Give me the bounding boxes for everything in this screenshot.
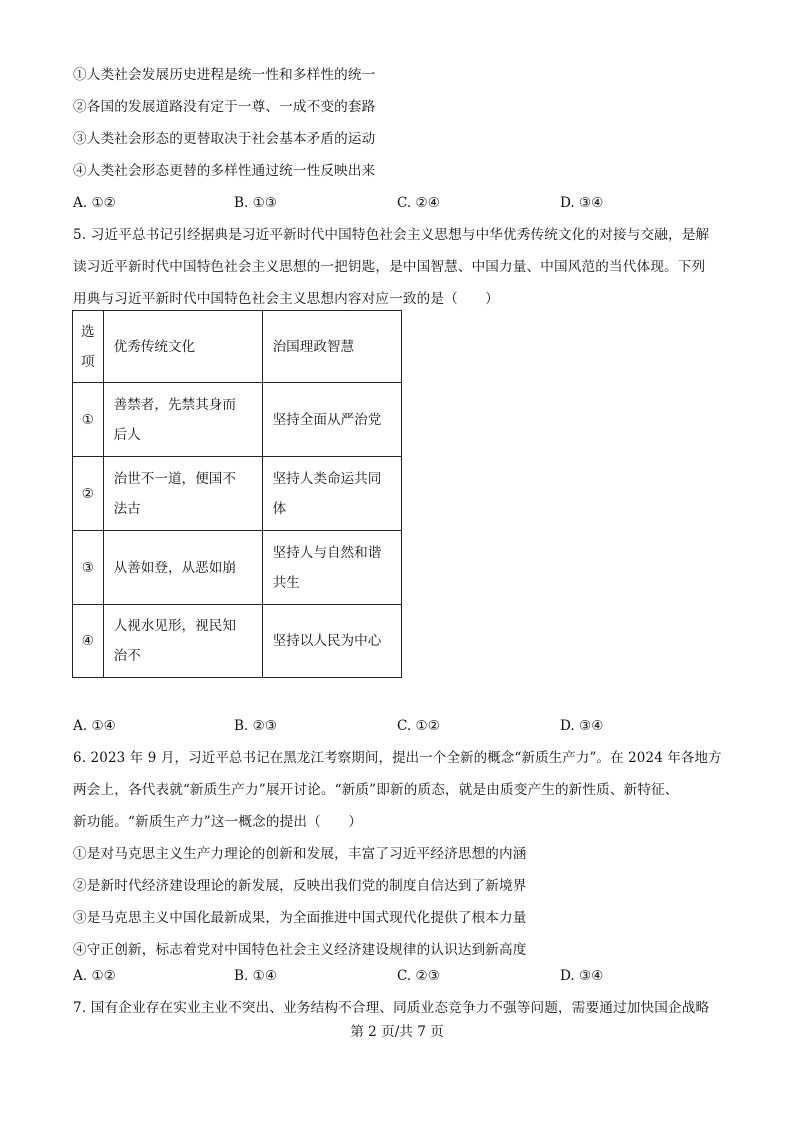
table-row bbox=[73, 531, 402, 605]
q5-option-a: A. ①④ bbox=[73, 718, 116, 734]
q4-statement-2: ②各国的发展道路没有定于一尊、一成不变的套路 bbox=[73, 99, 376, 115]
q4-statement-4: ④人类社会形态更替的多样性通过统一性反映出来 bbox=[73, 163, 376, 179]
row-culture-line: 治不 bbox=[113, 648, 141, 664]
row-culture-line: 人视水见形，视民知 bbox=[113, 618, 236, 634]
table-header-row bbox=[73, 311, 402, 383]
q6-option-d: D. ③④ bbox=[560, 968, 604, 984]
page-number: 第 2 页/共 7 页 bbox=[350, 1024, 444, 1040]
q5-options bbox=[73, 717, 733, 735]
q6-statement-2: ②是新时代经济建设理论的新发展，反映出我们党的制度自信达到了新境界 bbox=[73, 878, 527, 894]
row-wisdom bbox=[262, 383, 401, 457]
header-culture-text: 优秀传统文化 bbox=[113, 338, 196, 355]
row-culture-line: 法古 bbox=[113, 500, 141, 517]
row-marker: ① bbox=[73, 383, 104, 457]
row-culture bbox=[103, 605, 262, 678]
header-wisdom-text: 治国理政智慧 bbox=[272, 338, 355, 355]
row-culture-line: 治世不一道，便国不 bbox=[113, 470, 236, 487]
table-row bbox=[73, 605, 402, 678]
row-culture-line: 从善如登，从恶如崩 bbox=[113, 559, 236, 576]
row-culture bbox=[103, 531, 262, 605]
q4-option-c: C. ②④ bbox=[397, 195, 440, 211]
row-marker: ③ bbox=[73, 531, 104, 605]
q5-option-b: B. ②③ bbox=[234, 718, 278, 734]
q5-option-d: D. ③④ bbox=[560, 718, 604, 734]
q5-table bbox=[72, 310, 402, 678]
q6-stem-line-1: 6. 2023 年 9 月，习近平总书记在黑龙江考察期间，提出一个全新的概念“新质生产力”。在 2024 年各地方 bbox=[73, 750, 722, 766]
q5-stem-line-3: 用典与习近平新时代中国特色社会主义思想内容对应一致的是（ ） bbox=[73, 291, 500, 307]
header-option-line-1: 选 bbox=[81, 323, 95, 340]
q4-option-d: D. ③④ bbox=[560, 195, 604, 211]
q6-options bbox=[73, 967, 733, 985]
row-wisdom-line: 坚持以人民为中心 bbox=[272, 633, 382, 649]
row-wisdom-line: 坚持人与自然和谐 bbox=[272, 544, 382, 561]
row-culture bbox=[103, 383, 262, 457]
q5-option-c: C. ①② bbox=[397, 718, 440, 734]
row-wisdom-line: 坚持全面从严治党 bbox=[272, 411, 382, 428]
q4-option-a: A. ①② bbox=[73, 195, 116, 211]
row-culture bbox=[103, 457, 262, 531]
header-option-line-2: 项 bbox=[81, 353, 95, 370]
q6-option-a: A. ①② bbox=[73, 968, 116, 984]
q4-statement-3: ③人类社会形态的更替取决于社会基本矛盾的运动 bbox=[73, 131, 376, 147]
q5-stem-line-1: 5. 习近平总书记引经据典是习近平新时代中国特色社会主义思想与中华优秀传统文化的对接与交融，是解 bbox=[73, 227, 710, 243]
q6-stem-line-2: 两会上，各代表就“新质生产力”展开讨论。“新质”即新的质态，就是由质变产生的新性质、新特征、 bbox=[73, 782, 679, 798]
q4-option-b: B. ①③ bbox=[234, 195, 278, 211]
row-marker: ④ bbox=[73, 605, 104, 678]
row-wisdom-line: 共生 bbox=[272, 574, 300, 591]
q6-statement-3: ③是马克思主义中国化最新成果，为全面推进中国式现代化提供了根本力量 bbox=[73, 910, 527, 926]
row-culture-line: 善禁者，先禁其身而 bbox=[113, 396, 236, 413]
q6-stem-line-3: 新功能。“新质生产力”这一概念的提出（ ） bbox=[73, 814, 363, 830]
q6-option-c: C. ②③ bbox=[397, 968, 440, 984]
q4-statement-1: ①人类社会发展历史进程是统一性和多样性的统一 bbox=[73, 67, 376, 83]
q4-options bbox=[73, 194, 733, 212]
q6-statement-1: ①是对马克思主义生产力理论的创新和发展，丰富了习近平经济思想的内涵 bbox=[73, 846, 527, 862]
row-wisdom bbox=[262, 605, 401, 678]
q6-statement-4: ④守正创新，标志着党对中国特色社会主义经济建设规律的认识达到新高度 bbox=[73, 942, 527, 958]
row-wisdom-line: 体 bbox=[272, 500, 287, 517]
q6-option-b: B. ①④ bbox=[234, 968, 278, 984]
table-row bbox=[73, 457, 402, 531]
row-marker: ② bbox=[73, 457, 104, 531]
header-wisdom bbox=[262, 311, 401, 383]
row-wisdom bbox=[262, 457, 401, 531]
row-wisdom bbox=[262, 531, 401, 605]
header-culture bbox=[103, 311, 262, 383]
table-row bbox=[73, 383, 402, 457]
row-wisdom-line: 坚持人类命运共同 bbox=[272, 470, 382, 487]
q5-stem-line-2: 读习近平新时代中国特色社会主义思想的一把钥匙，是中国智慧、中国力量、中国风范的当代体现。下列 bbox=[73, 259, 706, 275]
q7-stem-line-1: 7. 国有企业存在实业主业不突出、业务结构不合理、同质业态竞争力不强等问题，需要通过加快国企战略 bbox=[73, 1000, 710, 1016]
header-option bbox=[73, 311, 104, 383]
row-culture-line: 后人 bbox=[113, 426, 141, 443]
